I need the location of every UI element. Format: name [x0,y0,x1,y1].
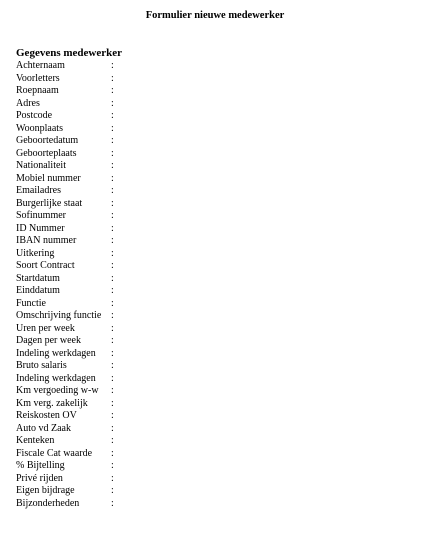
field-label: Dagen per week [16,335,81,346]
field-separator: : [111,185,114,196]
form-field-row [16,248,126,261]
field-separator: : [111,485,114,496]
field-label: Achternaam [16,60,65,71]
form-field-row [16,110,126,123]
field-separator: : [111,210,114,221]
field-separator: : [111,260,114,271]
field-label: Fiscale Cat waarde [16,447,93,459]
field-label: Reiskosten OV [16,410,77,421]
form-field-row [16,310,126,323]
form-field-row [16,135,126,148]
field-label: Voorletters [16,72,60,84]
form-field-row [16,260,126,273]
form-field-row [16,235,126,248]
form-field-row [16,73,126,86]
field-label: Auto vd Zaak [16,422,71,434]
field-label: IBAN nummer [16,235,77,246]
field-label: Km vergoeding w-w [16,385,99,396]
field-label: Eigen bijdrage [16,485,75,496]
field-separator: : [111,360,114,371]
employee-field-list [16,60,126,510]
field-separator: : [111,147,114,159]
form-field-row [16,448,126,461]
field-label: Adres [16,97,40,109]
form-field-row [16,373,126,386]
form-field-row [16,360,126,373]
field-separator: : [111,122,114,134]
field-separator: : [111,97,114,109]
field-separator: : [111,172,114,184]
form-field-row [16,473,126,486]
form-field-row [16,160,126,173]
field-separator: : [111,322,114,334]
field-separator: : [111,497,114,509]
form-field-row [16,185,126,198]
form-field-row [16,273,126,286]
field-label: Uren per week [16,322,75,334]
form-field-row [16,298,126,311]
field-separator: : [111,297,114,309]
field-separator: : [111,247,114,259]
field-label: Nationaliteit [16,160,66,171]
field-separator: : [111,310,114,321]
field-separator: : [111,160,114,171]
form-field-row [16,210,126,223]
field-separator: : [111,347,114,359]
form-field-row [16,335,126,348]
field-separator: : [111,397,114,409]
field-label: Geboorteplaats [16,147,77,159]
field-label: Geboortedatum [16,135,79,146]
form-field-row [16,60,126,73]
document-title: Formulier nieuwe medewerker [145,10,285,21]
field-label: Soort Contract [16,260,75,271]
field-label: Functie [16,297,46,309]
field-label: Mobiel nummer [16,172,81,184]
field-separator: : [111,197,114,209]
form-field-row [16,123,126,136]
field-separator: : [111,447,114,459]
form-field-row [16,385,126,398]
form-field-row [16,85,126,98]
form-field-row [16,398,126,411]
field-label: ID Nummer [16,222,65,234]
field-label: Omschrijving functie [16,310,102,321]
field-label: Startdatum [16,272,60,284]
field-separator: : [111,422,114,434]
field-separator: : [111,385,114,396]
field-separator: : [111,72,114,84]
form-field-row [16,198,126,211]
field-label: Roepnaam [16,85,59,96]
field-separator: : [111,60,114,71]
field-label: % Bijtelling [16,460,65,471]
form-field-row [16,485,126,498]
field-label: Sofinummer [16,210,66,221]
section-heading-employee-details: Gegevens medewerker [16,47,122,59]
form-field-row [16,285,126,298]
field-label: Postcode [16,110,53,121]
form-field-row [16,410,126,423]
field-label: Bruto salaris [16,360,67,371]
field-label: Burgerlijke staat [16,197,83,209]
field-separator: : [111,110,114,121]
field-separator: : [111,410,114,421]
field-label: Uitkering [16,247,55,259]
field-label: Einddatum [16,285,60,296]
form-field-row [16,173,126,186]
form-field-row [16,98,126,111]
form-field-row [16,223,126,236]
field-separator: : [111,135,114,146]
field-separator: : [111,335,114,346]
form-field-row [16,323,126,336]
field-label: Privé rijden [16,472,63,484]
field-separator: : [111,272,114,284]
field-separator: : [111,235,114,246]
form-field-row [16,348,126,361]
field-separator: : [111,472,114,484]
field-label: Woonplaats [16,122,63,134]
field-separator: : [111,435,114,446]
form-field-row [16,423,126,436]
field-separator: : [111,222,114,234]
field-separator: : [111,85,114,96]
form-field-row [16,460,126,473]
form-field-row [16,148,126,161]
form-field-row [16,498,126,511]
field-label: Kenteken [16,435,55,446]
field-separator: : [111,285,114,296]
field-separator: : [111,460,114,471]
field-label: Emailadres [16,185,61,196]
field-label: Km verg. zakelijk [16,397,88,409]
field-label: Indeling werkdagen [16,347,96,359]
field-label: Indeling werkdagen [16,372,96,384]
form-field-row [16,435,126,448]
field-separator: : [111,372,114,384]
field-label: Bijzonderheden [16,497,80,509]
